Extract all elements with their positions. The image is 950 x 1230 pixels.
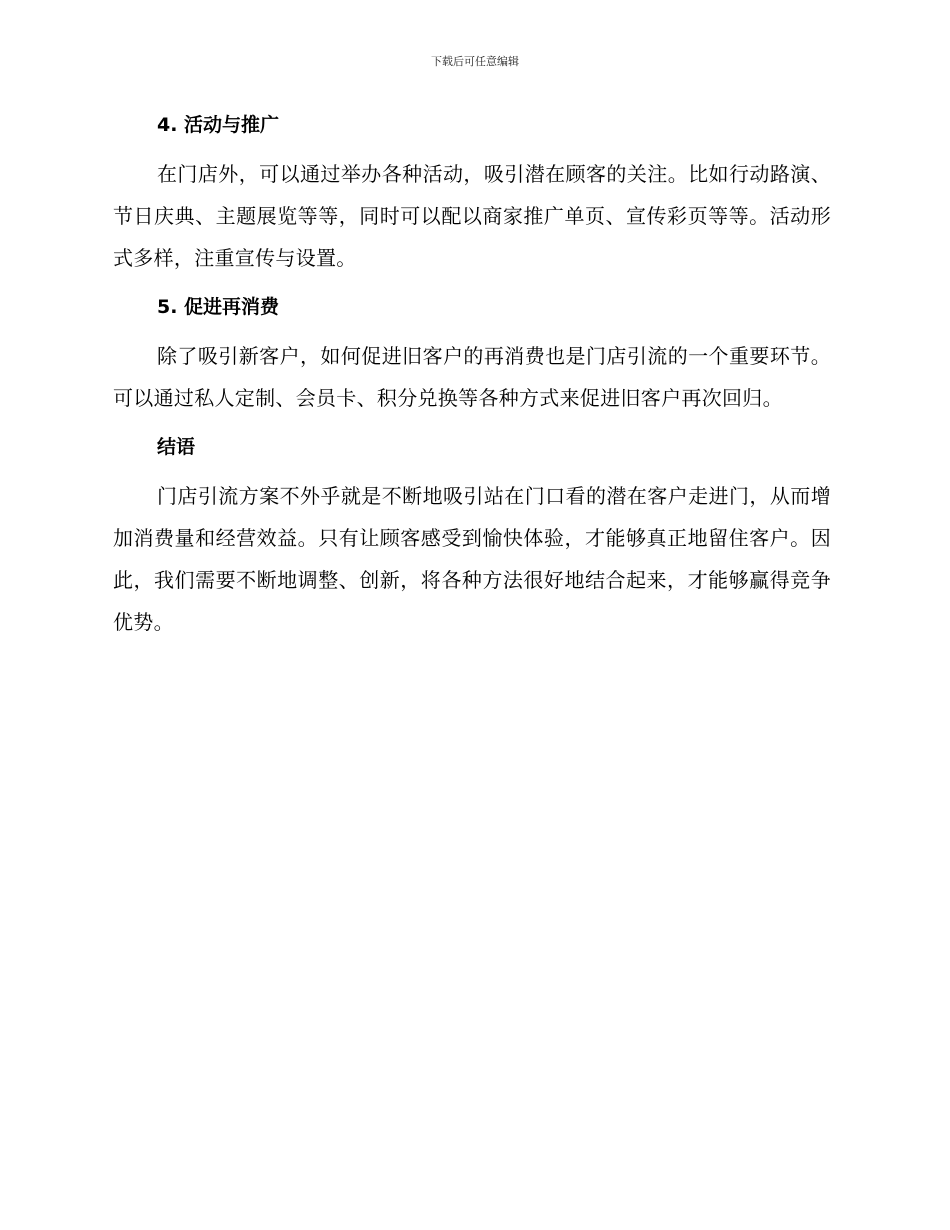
page-header-note: 下载后可任意编辑: [431, 55, 519, 68]
section-heading-repurchase: 5. 促进再消费: [157, 296, 280, 318]
section-heading-activities: 4. 活动与推广: [157, 114, 280, 136]
section-paragraph-repurchase: 除了吸引新客户，如何促进旧客户的再消费也是门店引流的一个重要环节。可以通过私人定制、会员卡、积分兑换等各种方式来促进旧客户再次回归。: [113, 344, 831, 410]
section-paragraph-conclusion: 门店引流方案不外乎就是不断地吸引站在门口看的潜在客户走进门，从而增加消费量和经营效益。只有让顾客感受到愉快体验，才能够真正地留住客户。因此，我们需要不断地调整、创新，将各种方法很好地结合起来，才能够赢得竞争优势。: [113, 484, 831, 634]
document-body: [113, 110, 831, 656]
section-paragraph-activities: 在门店外，可以通过举办各种活动，吸引潜在顾客的关注。比如行动路演、节日庆典、主题展览等等，同时可以配以商家推广单页、宣传彩页等等。活动形式多样，注重宣传与设置。: [113, 162, 831, 270]
section-heading-conclusion: 结语: [157, 436, 196, 458]
